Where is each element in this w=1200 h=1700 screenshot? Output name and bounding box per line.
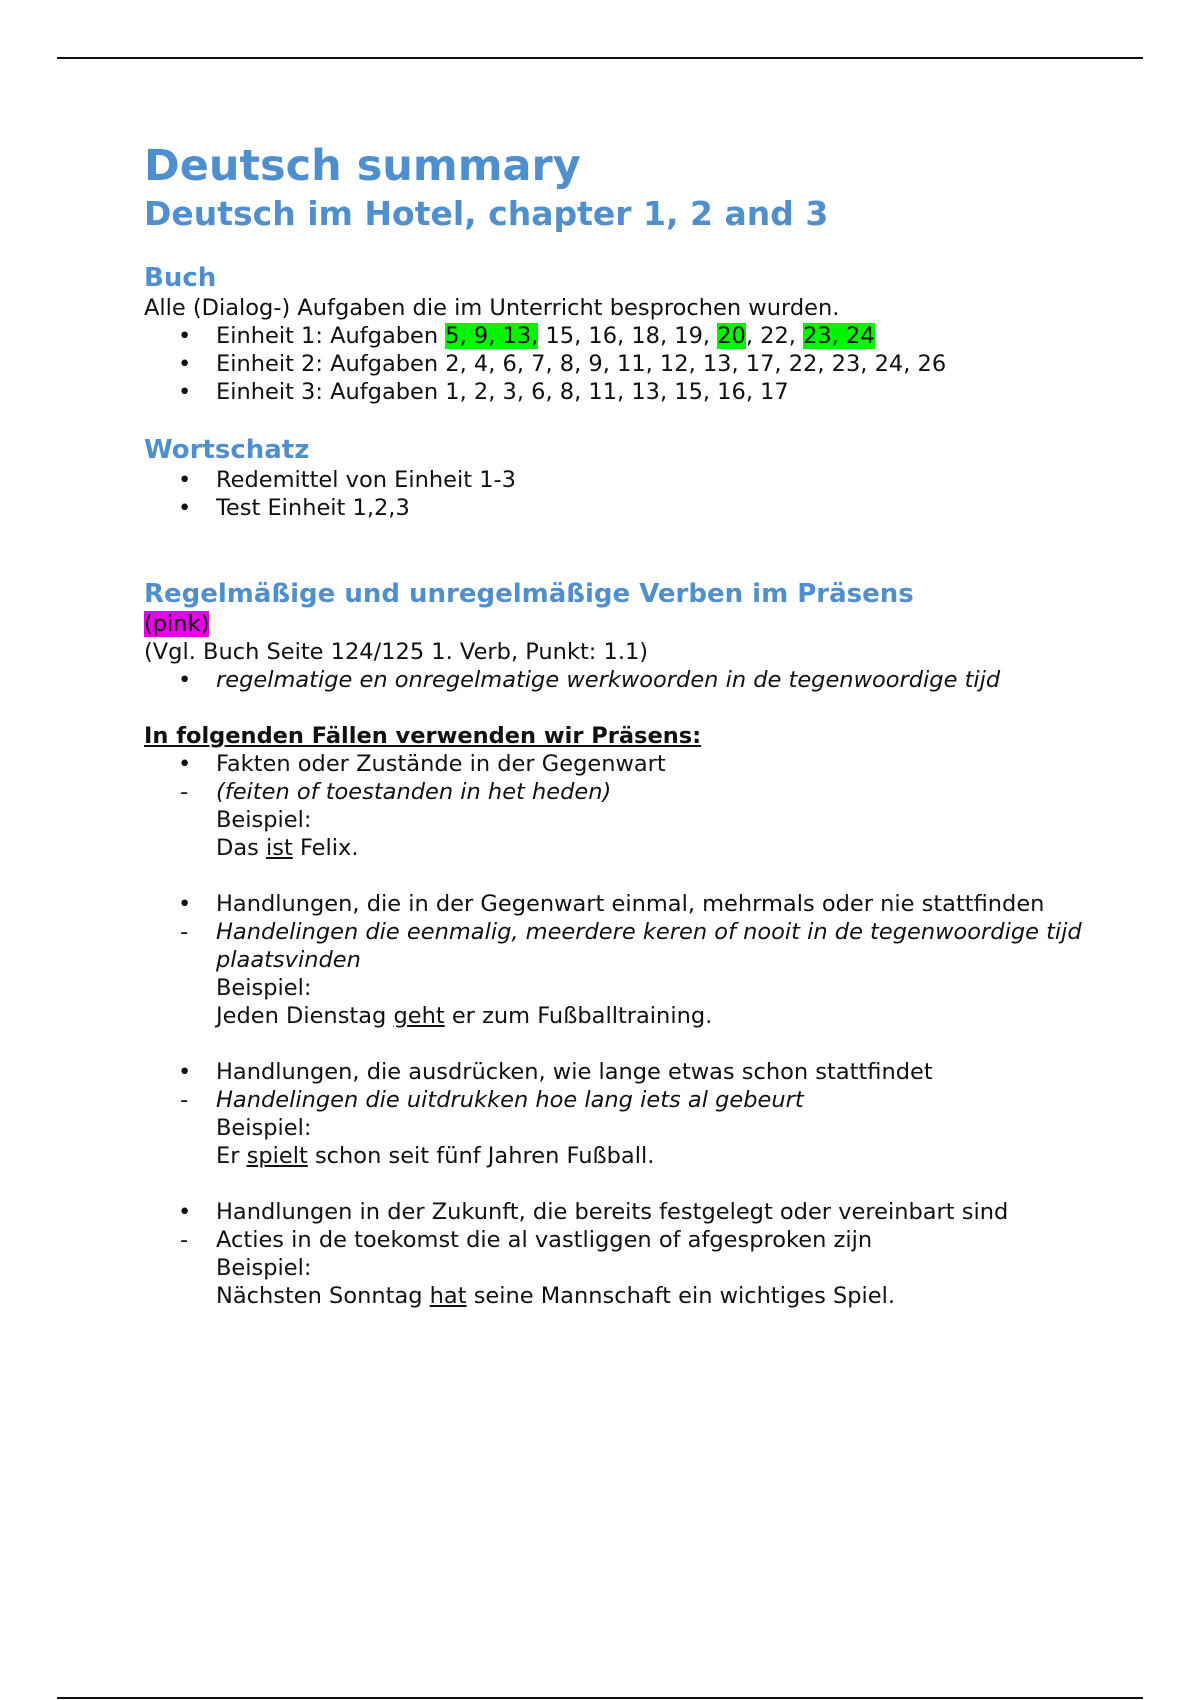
highlight-green: 23, 24 xyxy=(803,323,875,349)
list-item-einheit-3: • Einheit 3: Aufgaben 1, 2, 3, 6, 8, 11, 13, 15, 16, 17 xyxy=(144,378,1104,406)
document-subtitle: Deutsch im Hotel, chapter 1, 2 and 3 xyxy=(144,194,829,233)
buch-list xyxy=(144,322,1104,406)
case-description: • Fakten oder Zustände in der Gegenwart xyxy=(144,750,1104,778)
example-text: Er xyxy=(216,1143,247,1169)
case-translation: - (feiten of toestanden in het heden) xyxy=(144,778,1104,806)
buch-intro: Alle (Dialog-) Aufgaben die im Unterricht besprochen wurden. xyxy=(144,295,840,321)
example-verb: hat xyxy=(429,1283,467,1309)
example-sentence xyxy=(144,834,1104,862)
example-label: Beispiel: xyxy=(216,975,312,1001)
example-verb: spielt xyxy=(246,1143,308,1169)
document-body xyxy=(144,140,1104,1310)
case-translation: - Acties in de toekomst die al vastliggen of afgesproken zijn xyxy=(144,1226,1104,1254)
list-item: • Test Einheit 1,2,3 xyxy=(144,494,1104,522)
pink-tag-line xyxy=(144,610,1104,638)
example-sentence xyxy=(144,1142,1104,1170)
example-label: Beispiel: xyxy=(216,807,312,833)
section-heading-wortschatz: Wortschatz xyxy=(144,435,310,465)
case-description: • Handlungen in der Zukunft, die bereits festgelegt oder vereinbart sind xyxy=(144,1198,1104,1226)
section-heading-verben: Regelmäßige und unregelmäßige Verben im Präsens xyxy=(144,579,914,609)
cases-heading: In folgenden Fällen verwenden wir Präsens: xyxy=(144,723,702,749)
verben-list xyxy=(144,666,1104,694)
case-translation: - Handelingen die eenmalig, meerdere keren of nooit in de tegenwoordige tijd plaatsvinden xyxy=(144,918,1104,974)
example-text: Nächsten Sonntag xyxy=(216,1283,430,1309)
example-text: Das xyxy=(216,835,266,861)
example-label: Beispiel: xyxy=(216,1255,312,1281)
case-2 xyxy=(144,890,1104,918)
bottom-rule xyxy=(57,1697,1143,1699)
example-verb: geht xyxy=(393,1003,445,1029)
example-text: seine Mannschaft ein wichtiges Spiel. xyxy=(466,1283,896,1309)
einheit-1-text: , 22, xyxy=(745,323,804,349)
list-item: • Redemittel von Einheit 1-3 xyxy=(144,466,1104,494)
highlight-green: 5, 9, 13, xyxy=(445,323,539,349)
highlight-pink: (pink) xyxy=(144,611,210,637)
einheit-1-text: 15, 16, 18, 19, xyxy=(538,323,718,349)
example-text: er zum Fußballtraining. xyxy=(444,1003,713,1029)
book-reference: (Vgl. Buch Seite 124/125 1. Verb, Punkt: 1.1) xyxy=(144,639,649,665)
case-description: • Handlungen, die ausdrücken, wie lange etwas schon stattfindet xyxy=(144,1058,1104,1086)
example-verb: ist xyxy=(266,835,293,861)
case-translation: - Handelingen die uitdrukken hoe lang iets al gebeurt xyxy=(144,1086,1104,1114)
example-sentence xyxy=(144,1282,1104,1310)
wortschatz-list xyxy=(144,466,1104,522)
example-text: schon seit fünf Jahren Fußball. xyxy=(307,1143,655,1169)
case-1 xyxy=(144,750,1104,778)
document-title: Deutsch summary xyxy=(144,141,581,191)
example-text: Jeden Dienstag xyxy=(216,1003,394,1029)
top-rule xyxy=(57,57,1143,59)
einheit-1-prefix: Einheit 1: Aufgaben xyxy=(216,323,446,349)
list-item-einheit-2: • Einheit 2: Aufgaben 2, 4, 6, 7, 8, 9, 11, 12, 13, 17, 22, 23, 24, 26 xyxy=(144,350,1104,378)
case-3 xyxy=(144,1058,1104,1086)
list-item-translation: • regelmatige en onregelmatige werkwoorden in de tegenwoordige tijd xyxy=(144,666,1104,694)
highlight-green: 20 xyxy=(717,323,746,349)
case-description: • Handlungen, die in der Gegenwart einmal, mehrmals oder nie stattfinden xyxy=(144,890,1104,918)
case-4 xyxy=(144,1198,1104,1226)
example-label: Beispiel: xyxy=(216,1115,312,1141)
section-heading-buch: Buch xyxy=(144,263,217,293)
example-sentence xyxy=(144,1002,1104,1030)
list-item-einheit-1 xyxy=(144,322,1104,350)
example-text: Felix. xyxy=(292,835,359,861)
